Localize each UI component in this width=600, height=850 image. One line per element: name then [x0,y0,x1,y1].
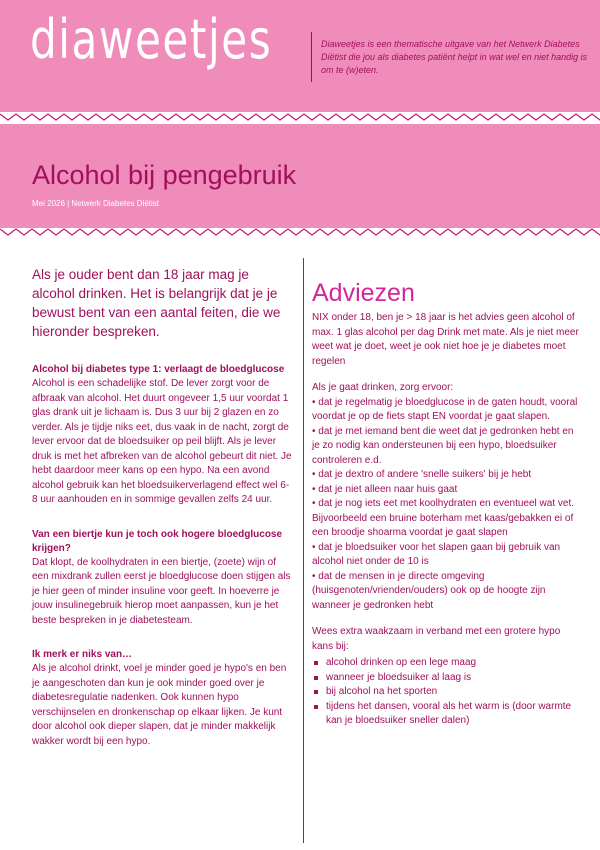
list-item: • dat je nog iets eet met koolhydraten en eventueel wat vet. Bijvoorbeeld een bruine boterham met kaas/gebakken ei of een broodje shoarma voordat je gaat slapen [312,498,574,538]
list-item [312,685,582,700]
list-item: • dat je met iemand bent die weet dat je gedronken hebt en je zo nodig kan ondersteunen bij een hypo, bloedsuiker controleren e.d. [312,425,574,466]
issue-meta: Mei 2026 | Netwerk Diabetes Diëtist [32,199,160,208]
bullet-square-icon [314,690,318,694]
list-item: • dat de mensen in je directe omgeving (huisgenoten/vrienden/ouders) ook op de hoogte zijn wanneer je gedronken hebt [312,570,546,611]
list-item [312,700,582,729]
tips-intro: Als je gaat drinken, zorg ervoor: [312,382,454,393]
section-text-beer: Dat klopt, de koolhydraten in een biertje, (zoete) wijn of een mixdrank zullen eerst je bloedglucose doen stijgen als je hier geen of minder insuline voor geeft. In hoeverre je jouw insulinegebruik hierop moet aanpassen, kun je het beste bespreken in je diabetesteam. [32,556,291,626]
bullet-square-icon [314,661,318,665]
bullet-square-icon [314,676,318,680]
advice-heading: Adviezen [312,279,415,307]
section-text-notice: Als je alcohol drinkt, voel je minder goed je hypo's en ben je aangeschoten dan kun je ook minder goed over je diabetesregulatie nadenken. Ook kunnen hypo verschijnselen en dronkenschap op elkaar lijken. Je kunt door alcohol ook dieper slapen, dat je minder makkelijk wakker wordt bij een hypo. [32,663,287,747]
list-item-label: alcohol drinken op een lege maag [326,657,477,668]
list-item-label: bij alcohol na het sporten [326,686,438,697]
list-item: • dat je dextro of andere 'snelle suikers' bij je hebt [312,469,532,480]
header-intro: Diaweetjes is een thematische uitgave van het Netwerk Diabetes Diëtist die jou als diabetes patiënt helpt in wat wel en niet handig is om te (w)eten. [321,39,588,75]
lead-text: Als je ouder bent dan 18 jaar mag je alcohol drinken. Het is belangrijk dat je je bewust bent van een aantal feiten, die we hieronder bespreken. [32,267,281,339]
list-item: • dat je niet alleen naar huis gaat [312,483,458,495]
header-divider [311,32,312,82]
right-column [312,277,582,729]
list-item [312,671,582,686]
page-title: Alcohol bij pengebruik [32,160,297,190]
left-column [32,265,294,769]
zigzag-divider-bottom [0,227,600,237]
list-item [312,656,582,671]
extra-intro: Wees extra waakzaam in verband met een grotere hypo kans bij: [312,626,561,652]
list-item-label: wanneer je bloedsuiker al laag is [326,671,472,683]
advice-intro: NIX onder 18, ben je > 18 jaar is het advies geen alcohol of max. 1 glas alcohol per dag Drink met mate. Als je niet meer weet wat je doet, weet je ook niet hoe je je diabetes moet regelen [312,312,579,367]
section-heading-beer: Van een biertje kun je toch ook hogere bloedglucose krijgen? [32,528,283,554]
extra-list [312,656,582,729]
list-item-label: tijdens het dansen, vooral als het warm is (door warmte kan je bloedsuiker sneller dalen) [326,700,572,726]
zigzag-divider-top [0,112,600,122]
section-text-type1: Alcohol is een schadelijke stof. De lever zorgt voor de afbraak van alcohol. Het duurt ongeveer 1,5 uur voordat 1 glas drank uit je lichaam is. Dus 3 uur bij 2 glazen en zo verder. Als je tijdje niks eet, dus vaak in de nacht, zorgt de lever ervoor dat de bloedsuiker op peil blijft. Als je lever druk is met het afbreken van de alcohol gebeurt dit niet. Je hebt daardoor meer kans op een hypo. Na een avond alcohol gebruik kan het bloedsuikerverlagend effect wel 6-8 uur aanhouden en in sommige gevallen zelfs 24 uur. [32,378,292,505]
section-heading-type1: Alcohol bij diabetes type 1: verlaagt de bloedglucose [32,364,285,375]
brand-logo: diaweetjes [30,8,273,71]
section-heading-notice: Ik merk er niks van… [32,649,133,660]
column-divider [303,258,304,843]
list-item: • dat je regelmatig je bloedglucose in de gaten houdt, vooral voordat je op de fiets stapt EN voordat je gaat slapen. [312,396,578,422]
list-item: • dat je bloedsuiker voor het slapen gaan bij gebruik van alcohol niet onder de 10 is [312,541,561,567]
bullet-square-icon [314,705,318,709]
tips-list [312,396,582,614]
